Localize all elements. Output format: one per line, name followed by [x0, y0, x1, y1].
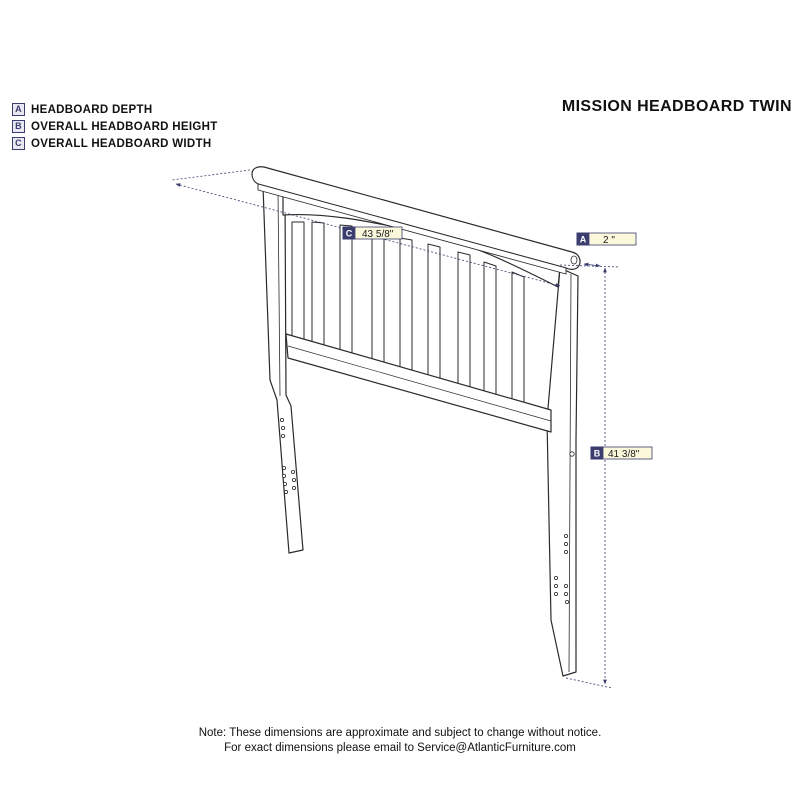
product-title: MISSION HEADBOARD TWIN [561, 98, 792, 115]
dimension-letter: A [579, 234, 587, 245]
legend-label: HEADBOARD DEPTH [31, 103, 153, 116]
dimension-letter: C [345, 228, 353, 239]
dimension-value: 43 5/8" [362, 229, 394, 240]
dimension-value: 2 " [603, 235, 615, 246]
legend-letter-badge: A [12, 103, 25, 116]
dimension-letter: B [593, 448, 601, 459]
right-post [547, 268, 578, 676]
legend-label: OVERALL HEADBOARD WIDTH [31, 137, 212, 150]
legend-label: OVERALL HEADBOARD HEIGHT [31, 120, 218, 133]
dimension-label-depth [577, 233, 636, 246]
legend-letter-badge: C [12, 137, 25, 150]
note-line-2: For exact dimensions please email to Service@AtlanticFurniture.com [224, 742, 576, 754]
dimension-value: 41 3/8" [608, 449, 640, 460]
dimension-label-width [343, 227, 402, 240]
legend-letter-badge: B [12, 120, 25, 133]
note-line-1: Note: These dimensions are approximate and subject to change without notice. [198, 727, 602, 739]
headboard-frame [252, 167, 580, 676]
dimension-label-height [591, 447, 652, 460]
disclaimer-note [0, 726, 800, 756]
bolt-holes [280, 418, 574, 603]
